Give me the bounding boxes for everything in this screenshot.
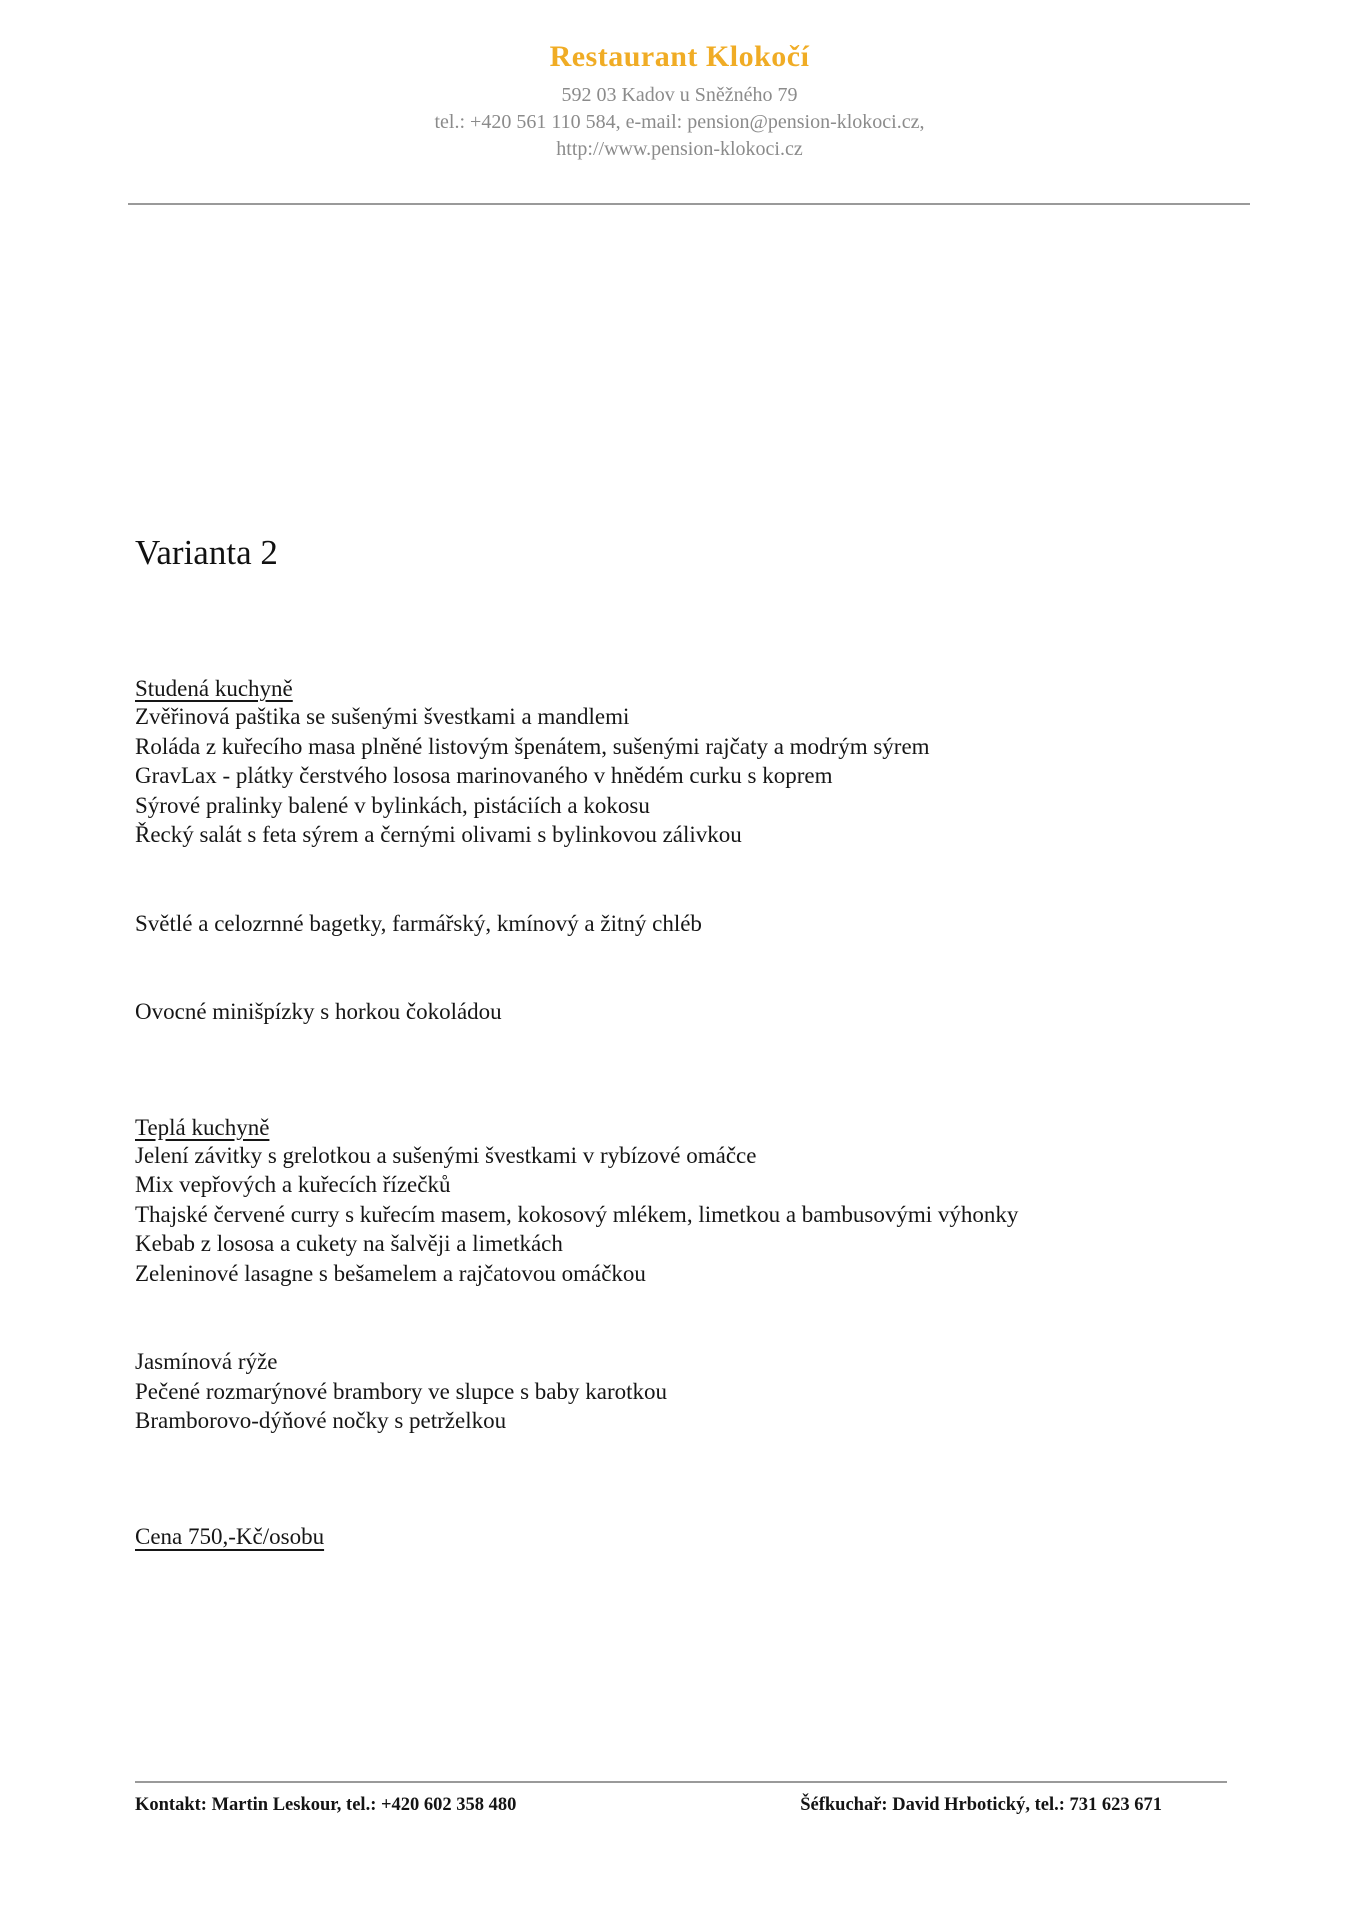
restaurant-website: http://www.pension-klokoci.cz bbox=[556, 138, 803, 160]
menu-item: Světlé a celozrnné bagetky, farmářský, kmínový a žitný chléb bbox=[135, 910, 702, 936]
menu-item: Pečené rozmarýnové brambory ve slupce s baby karotkou bbox=[135, 1378, 668, 1404]
section-cold-kitchen bbox=[135, 676, 1230, 1027]
document-header bbox=[0, 0, 1359, 163]
price-per-person: Cena 750,-Kč/osobu bbox=[135, 1523, 325, 1549]
section-title-cold: Studená kuchyně bbox=[135, 676, 293, 701]
menu-item: Mix vepřových a kuřecích řízečků bbox=[135, 1172, 451, 1197]
footer-chef: Šéfkuchař: David Hrbotický, tel.: 731 623 671 bbox=[800, 1795, 1162, 1815]
menu-item: Zvěřinová paštika se sušenými švestkami a mandlemi bbox=[135, 704, 630, 729]
menu-content bbox=[135, 533, 1230, 1550]
header-divider bbox=[128, 203, 1250, 205]
menu-item: Jelení závitky s grelotkou a sušenými švestkami v rybízové omáčce bbox=[135, 1142, 757, 1168]
restaurant-address: 592 03 Kadov u Sněžného 79 bbox=[561, 84, 798, 106]
menu-item: Bramborovo-dýňové nočky s petrželkou bbox=[135, 1408, 507, 1433]
menu-item: GravLax - plátky čerstvého lososa marinovaného v hnědém curku s koprem bbox=[135, 763, 833, 788]
menu-item: Řecký salát s feta sýrem a černými olivami s bylinkovou zálivkou bbox=[135, 822, 742, 847]
hot-items-group bbox=[135, 1141, 1230, 1289]
section-title-hot: Teplá kuchyně bbox=[135, 1114, 270, 1140]
variant-heading: Varianta 2 bbox=[135, 533, 278, 572]
restaurant-name: Restaurant Klokočí bbox=[549, 40, 810, 73]
menu-item: Jasmínová rýže bbox=[135, 1349, 278, 1374]
menu-item: Thajské červené curry s kuřecím masem, kokosový mlékem, limetkou a bambusovými výhonky bbox=[135, 1201, 1019, 1227]
section-hot-kitchen bbox=[135, 1115, 1230, 1436]
menu-item: Ovocné minišpízky s horkou čokoládou bbox=[135, 999, 502, 1024]
cold-items-group bbox=[135, 702, 1230, 850]
menu-item: Sýrové pralinky balené v bylinkách, pistáciích a kokosu bbox=[135, 792, 650, 818]
menu-item: Kebab z lososa a cukety na šalvěji a limetkách bbox=[135, 1231, 563, 1256]
sides-group bbox=[135, 1347, 1230, 1436]
document-footer bbox=[135, 1781, 1227, 1816]
bread-group bbox=[135, 909, 1230, 939]
footer-contact: Kontakt: Martin Leskour, tel.: +420 602 358 480 bbox=[135, 1795, 517, 1815]
menu-item: Roláda z kuřecího masa plněné listovým špenátem, sušenými rajčaty a modrým sýrem bbox=[135, 733, 930, 759]
menu-item: Zeleninové lasagne s bešamelem a rajčatovou omáčkou bbox=[135, 1260, 646, 1286]
restaurant-contact-line: tel.: +420 561 110 584, e-mail: pension@pension-klokoci.cz, bbox=[434, 111, 925, 133]
dessert-group bbox=[135, 997, 1230, 1027]
